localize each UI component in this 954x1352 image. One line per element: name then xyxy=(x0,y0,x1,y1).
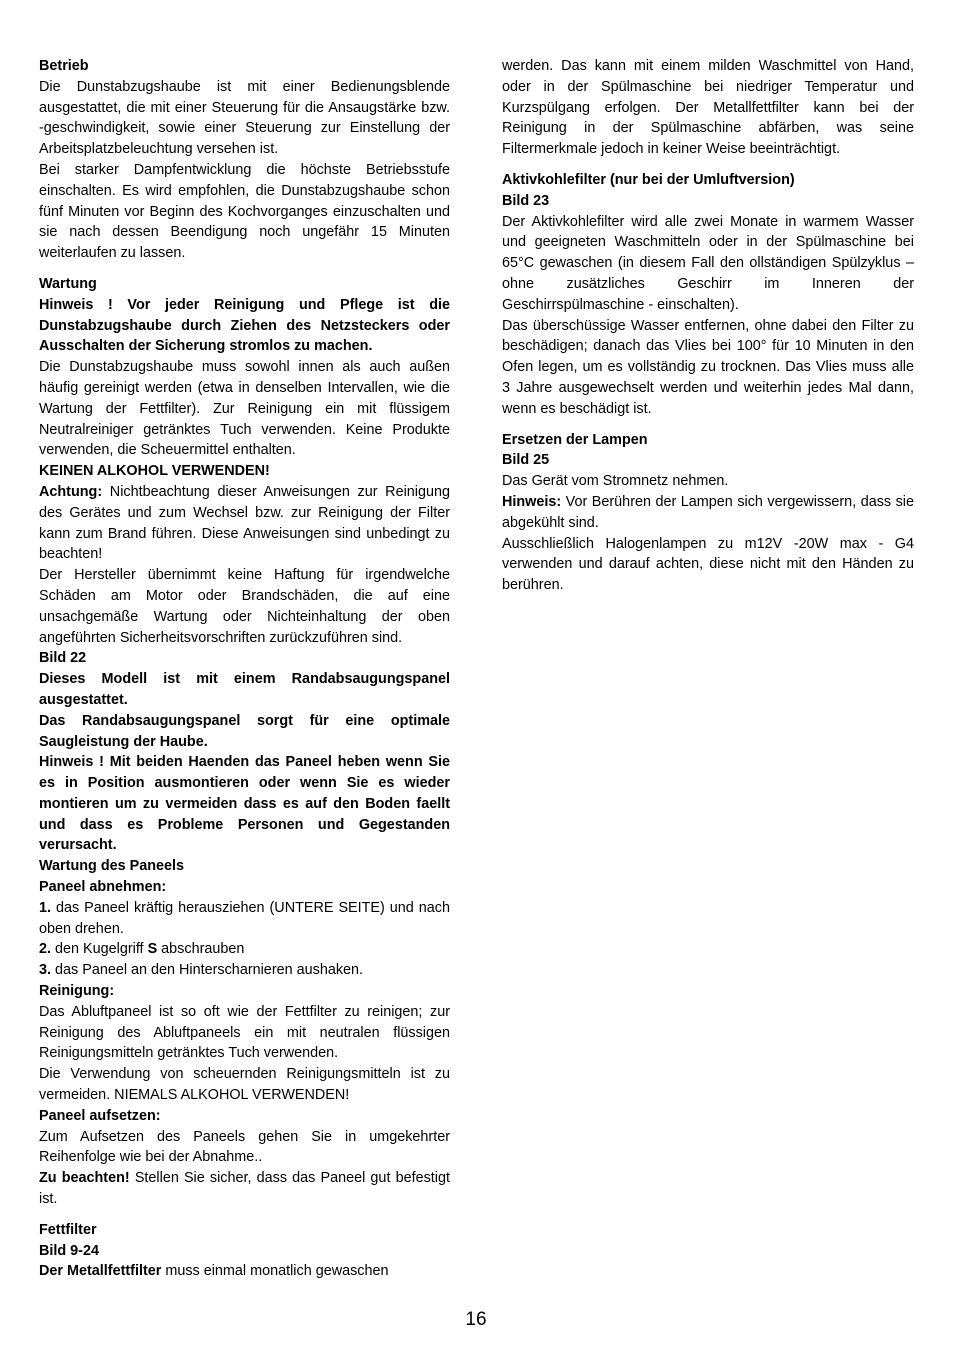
fettfilter-heading: Fettfilter xyxy=(39,1221,97,1238)
page-number-container xyxy=(0,1308,954,1332)
wartung-paragraph: Die Dunstabzugshaube muss sowohl innen als auch außen häufig gereinigt werden (etwa in denselben Intervallen, wie die Wartung der Fettfilter). Zur Reinigung ein mit flüssigem Neutralreiniger getränktes Tuch verwenden. Keine Produkte verwenden, die Scheuermittel enthalten. xyxy=(39,359,450,459)
achtung-label: Achtung: xyxy=(39,483,103,500)
wartung-heading: Wartung xyxy=(39,275,97,292)
lampen-paragraph-2: Ausschließlich Halogenlampen zu m12V -20W max - G4 verwenden und darauf achten, diese nicht mit den Händen zu berühren. xyxy=(502,535,914,594)
metallfettfilter-text: muss einmal monatlich gewaschen xyxy=(161,1263,389,1280)
aufsetzen-heading: Paneel aufsetzen: xyxy=(39,1107,161,1124)
aktivkohlefilter-paragraph-1: Der Aktivkohlefilter wird alle zwei Monate in warmem Wasser und geeigneten Waschmitteln oder in der Spülmaschine bei 65°C gewaschen (in diesem Fall den ollständigen Spülzyklus – ohne zusätzliches Geschirr im Inneren der Geschirrspülmaschine - einschalten). xyxy=(502,213,914,313)
step-2-text-b: abschrauben xyxy=(157,941,245,958)
step-1-number: 1. xyxy=(39,899,52,916)
step-3-text: das Paneel an den Hinterscharnieren aushaken. xyxy=(51,962,364,979)
betrieb-heading: Betrieb xyxy=(39,58,89,74)
bild-25-label: Bild 25 xyxy=(502,452,550,469)
wartung-paneels-heading: Wartung des Paneels xyxy=(39,858,185,875)
aktivkohlefilter-heading: Aktivkohlefilter (nur bei der Umluftversion) xyxy=(502,171,795,188)
step-3 xyxy=(39,960,450,981)
betrieb-paragraph-2: Bei starker Dampfentwicklung die höchste Betriebsstufe einschalten. Es wird empfohlen, die Dunstabzugshaube schon fünf Minuten vor Beginn des Kochvorganges einzuschalten und sie nach dessen Beendigung noch ungefähr 15 Minuten weiterlaufen zu lassen. xyxy=(39,161,450,262)
metallfettfilter-paragraph xyxy=(39,1261,450,1282)
step-2-text-a: den Kugelgriff xyxy=(51,941,148,958)
modell-paragraph: Dieses Modell ist mit einem Randabsaugungspanel ausgestattet. xyxy=(39,671,450,708)
step-2-number: 2. xyxy=(39,941,52,958)
hinweis-lampen-paragraph xyxy=(502,492,914,534)
betrieb-paragraph-1: Die Dunstabzugshaube ist mit einer Bedienungsblende ausgestattet, die mit einer Steuerung für die Ansaugstärke bzw. -geschwindigkeit, sowie einer Steuerung zur Einstellung der Arbeitsplatzbeleuchtung versehen ist. xyxy=(39,78,450,158)
wartung-hinweis: Hinweis ! Vor jeder Reinigung und Pflege ist die Dunstabzugshaube durch Ziehen des Netzsteckers oder Ausschalten der Sicherung stromlos zu machen. xyxy=(39,296,450,355)
lampen-paragraph-1: Das Gerät vom Stromnetz nehmen. xyxy=(502,473,729,490)
reinigung-paragraph-2: Die Verwendung von scheuernden Reinigungsmitteln ist zu vermeiden. NIEMALS ALKOHOL VERWENDEN! xyxy=(39,1066,450,1104)
left-column xyxy=(39,56,450,1282)
step-1-text: das Paneel kräftig herausziehen (UNTERE SEITE) und nach oben drehen. xyxy=(39,899,450,937)
zu-beachten-text: Stellen Sie sicher, dass das Paneel gut befestigt ist. xyxy=(39,1170,450,1208)
metallfettfilter-label: Der Metallfettfilter xyxy=(39,1263,162,1280)
lampen-heading: Ersetzen der Lampen xyxy=(502,431,648,448)
achtung-paragraph xyxy=(39,482,450,565)
hinweis-label: Hinweis: xyxy=(502,493,562,510)
step-3-number: 3. xyxy=(39,962,52,979)
zu-beachten-paragraph xyxy=(39,1168,450,1210)
achtung-text: Nichtbeachtung dieser Anweisungen zur Reinigung des Gerätes und zum Wechsel bzw. zur Reinigung der Filter kann zum Brand führen. Diese Anweisungen sind unbedingt zu beachten! xyxy=(39,483,450,563)
right-column xyxy=(502,56,914,596)
bild-23-label: Bild 23 xyxy=(502,192,550,209)
aktivkohlefilter-paragraph-2: Das überschüssige Wasser entfernen, ohne dabei den Filter zu beschädigen; danach das Vlies bei 100° für 10 Minuten in den Ofen legen, um es vollständig zu trocknen. Das Vlies muss alle 3 Jahre ausgewechselt werden und weiterhin jedes Mal dann, wenn es beschädigt ist. xyxy=(502,317,914,417)
aufsetzen-paragraph: Zum Aufsetzen des Paneels gehen Sie in umgekehrter Reihenfolge wie bei der Abnahme.. xyxy=(39,1128,450,1166)
bild-22-label: Bild 22 xyxy=(39,650,87,667)
reinigung-paragraph-1: Das Abluftpaneel ist so oft wie der Fettfilter zu reinigen; zur Reinigung des Abluftpaneels ein mit neutralen flüssigen Reinigungsmitteln getränktes Tuch verwenden. xyxy=(39,1003,450,1062)
page-number: 16 xyxy=(465,1309,487,1330)
panel-leistung-paragraph: Das Randabsaugungspanel sorgt für eine optimale Saugleistung der Haube. xyxy=(39,712,450,750)
hinweis-text: Vor Berühren der Lampen sich vergewissern, dass sie abgekühlt sind. xyxy=(502,493,914,531)
step-2 xyxy=(39,939,450,960)
step-1 xyxy=(39,898,450,940)
paneel-abnehmen-heading: Paneel abnehmen: xyxy=(39,879,167,896)
reinigung-heading: Reinigung: xyxy=(39,983,115,1000)
step-2-s-label: S xyxy=(147,941,158,958)
zu-beachten-label: Zu beachten! xyxy=(39,1170,130,1187)
bild-9-24-label: Bild 9-24 xyxy=(39,1242,99,1259)
hinweis-panel-paragraph: Hinweis ! Mit beiden Haenden das Paneel heben wenn Sie es in Position ausmontieren oder wenn Sie es wieder montieren um zu vermeiden dass es auf den Boden faellt und dass es Probleme Personen und Gegestanden verursacht. xyxy=(39,754,450,854)
kein-alkohol-warning: KEINEN ALKOHOL VERWENDEN! xyxy=(39,463,270,480)
fettfilter-continuation: werden. Das kann mit einem milden Waschmittel von Hand, oder in der Spülmaschine bei niedriger Temperatur und Kurzspülgang erfolgen. Der Metallfettfilter kann bei der Reinigung in der Spülmaschine abfärben, was seine Filtermerkmale jedoch in keiner Weise beeinträchtigt. xyxy=(502,58,914,158)
hersteller-paragraph: Der Hersteller übernimmt keine Haftung für irgendwelche Schäden am Motor oder Brandschäden, die auf eine unsachgemäße Wartung oder Nichteinhaltung der oben angeführten Sicherheitsvorschriften zurückzuführen sind. xyxy=(39,567,450,646)
